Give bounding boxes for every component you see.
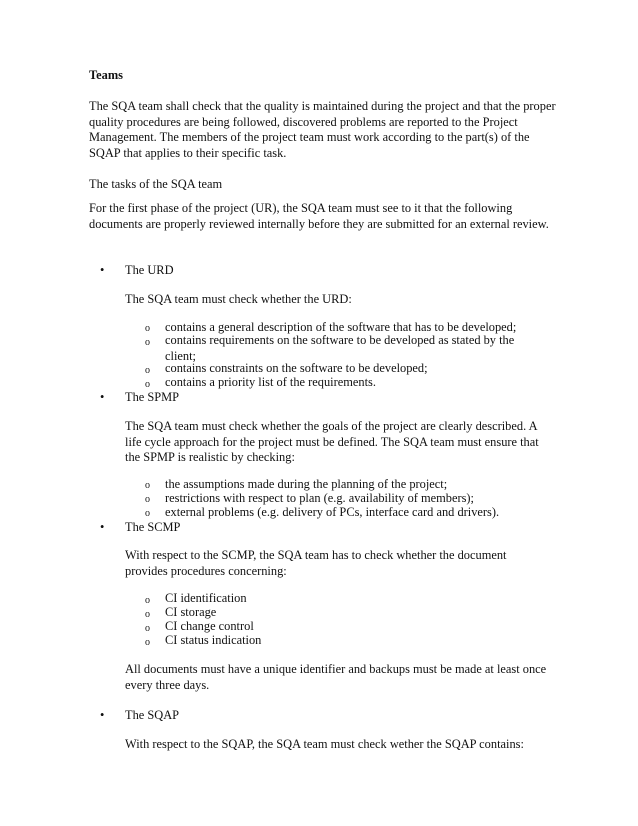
spmp-item: the assumptions made during the planning of the project; bbox=[165, 477, 448, 491]
sub-bullet-icon: o bbox=[145, 595, 150, 606]
scmp-closing: All documents must have a unique identifier and backups must be made at least once every three days. bbox=[125, 662, 547, 692]
spmp-item: external problems (e.g. delivery of PCs, interface card and drivers). bbox=[165, 505, 500, 519]
scmp-item: CI change control bbox=[165, 619, 254, 633]
spmp-intro: The SQA team must check whether the goals of the project are clearly described. A life cycle approach for the project must be defined. The SQA team must ensure that the SPMP is realistic by checking: bbox=[125, 419, 539, 464]
urd-item: contains a general description of the software that has to be developed; bbox=[165, 320, 517, 334]
scmp-item: CI status indication bbox=[165, 633, 262, 647]
sub-bullet-icon: o bbox=[145, 379, 150, 390]
sqap-intro: With respect to the SQAP, the SQA team must check wether the SQAP contains: bbox=[125, 737, 524, 751]
bullet-icon: • bbox=[100, 390, 105, 404]
bullet-icon: • bbox=[100, 708, 105, 722]
spmp-title: The SPMP bbox=[125, 390, 180, 404]
sub-bullet-icon: o bbox=[145, 323, 150, 334]
sub-bullet-icon: o bbox=[145, 609, 150, 620]
urd-title: The URD bbox=[125, 263, 174, 277]
sqap-title: The SQAP bbox=[125, 708, 180, 722]
sub-bullet-icon: o bbox=[145, 365, 150, 376]
urd-intro: The SQA team must check whether the URD: bbox=[125, 292, 352, 306]
urd-item: contains constraints on the software to be developed; bbox=[165, 361, 428, 375]
scmp-title: The SCMP bbox=[125, 520, 181, 534]
bullet-icon: • bbox=[100, 263, 105, 277]
spmp-item: restrictions with respect to plan (e.g. availability of members); bbox=[165, 491, 474, 505]
sub-bullet-icon: o bbox=[145, 637, 150, 648]
urd-item: contains requirements on the software to be developed as stated by the client; bbox=[165, 333, 515, 363]
intro-paragraph: The SQA team shall check that the quality is maintained during the project and that the proper quality procedures are being followed, discovered problems are reported to the Project Management. The members of the project team must work according to the part(s) of the SQAP that applies to their specific task. bbox=[89, 99, 556, 160]
sub-bullet-icon: o bbox=[145, 480, 150, 491]
bullet-icon: • bbox=[100, 520, 105, 534]
sub-bullet-icon: o bbox=[145, 337, 150, 348]
sub-bullet-icon: o bbox=[145, 508, 150, 519]
section-heading: Teams bbox=[89, 68, 123, 82]
tasks-title: The tasks of the SQA team bbox=[89, 177, 223, 191]
sub-bullet-icon: o bbox=[145, 623, 150, 634]
scmp-item: CI storage bbox=[165, 605, 217, 619]
scmp-item: CI identification bbox=[165, 591, 247, 605]
urd-item: contains a priority list of the requirements. bbox=[165, 375, 376, 389]
scmp-intro: With respect to the SCMP, the SQA team has to check whether the document provides procedures concerning: bbox=[125, 548, 507, 578]
first-phase-paragraph: For the first phase of the project (UR), the SQA team must see to it that the following documents are properly reviewed internally before they are submitted for an external review. bbox=[89, 201, 549, 231]
sub-bullet-icon: o bbox=[145, 494, 150, 505]
